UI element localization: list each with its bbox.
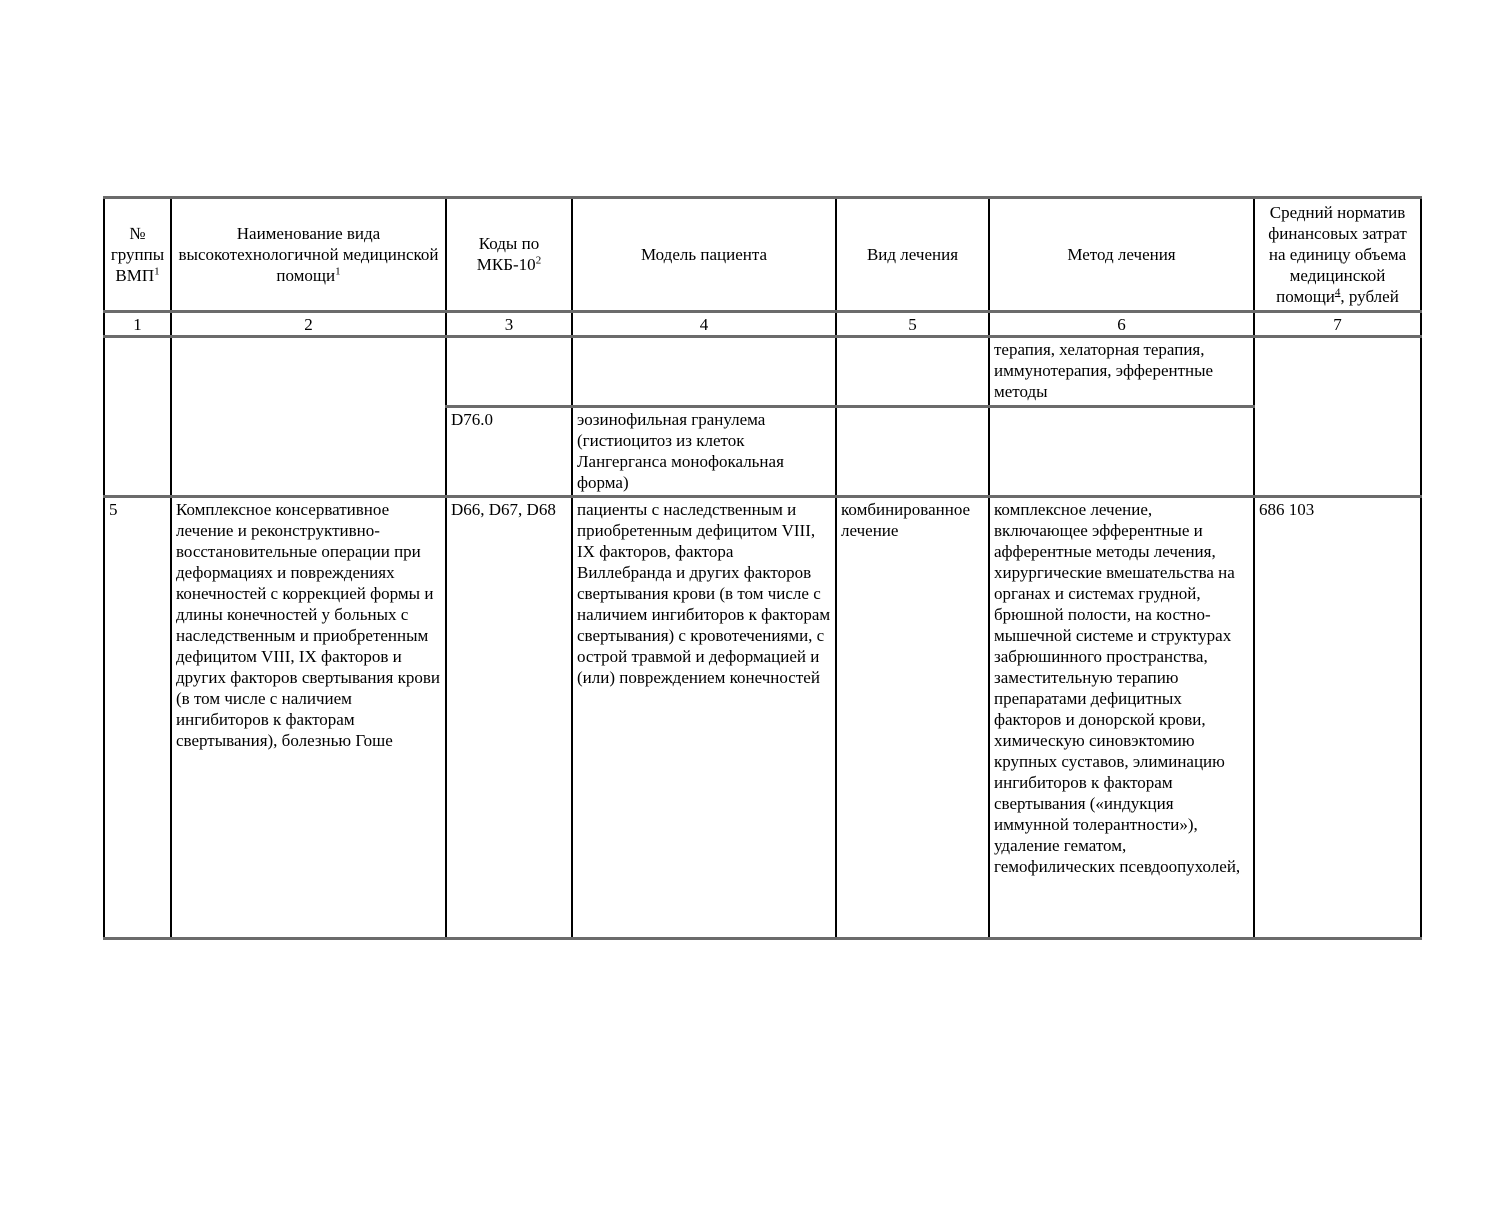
footnote-marker-4: 4 bbox=[1334, 285, 1341, 298]
header-cost-norm-suffix: , рублей bbox=[1340, 286, 1399, 306]
cell-empty-cost-norm bbox=[1254, 337, 1421, 497]
header-patient-model-label: Модель пациента bbox=[640, 244, 768, 264]
column-number-2: 2 bbox=[171, 312, 446, 337]
header-cell-treatment-type bbox=[836, 198, 989, 312]
header-group-number-label: № группы ВМП bbox=[110, 223, 165, 285]
header-care-type-label: Наименование вида высокотехнологичной медицинской помощи bbox=[178, 223, 439, 285]
header-cell-group-number bbox=[104, 198, 171, 312]
cell-empty-patient-model bbox=[572, 337, 836, 407]
header-cell-care-type-name bbox=[171, 198, 446, 312]
column-number-6: 6 bbox=[989, 312, 1254, 337]
table-row-continuation bbox=[104, 337, 1421, 407]
header-cost-norm-label: Средний норматив финансовых затрат на единицу объема медицинской помощи bbox=[1268, 202, 1407, 306]
footnote-marker-1: 1 bbox=[154, 264, 160, 277]
footnote-marker-2: 2 bbox=[535, 254, 542, 267]
column-number-1: 1 bbox=[104, 312, 171, 337]
column-number-7: 7 bbox=[1254, 312, 1421, 337]
column-number-row bbox=[104, 312, 1421, 337]
cell-group5-treatment-method: комплексное лечение, включающее эфферентные и афферентные методы лечения, хирургические вмешательства на органах и системах грудной, брюшной полости, на костно-мышечной системе и структурах забрюшинного пространства, заместительную терапию препаратами дефицитных факторов и донорской крови, химическую синовэктомию крупных суставов, элиминацию ингибиторов к факторам свертывания («индукция иммунной толерантности»), удаление гематом, гемофилических псевдоопухолей, bbox=[989, 497, 1254, 939]
cell-empty-icd-codes bbox=[446, 337, 572, 407]
header-cell-cost-norm bbox=[1254, 198, 1421, 312]
cell-group5-cost-norm: 686 103 bbox=[1254, 497, 1421, 939]
cell-d76-treatment-method bbox=[989, 407, 1254, 497]
header-treatment-type-label: Вид лечения bbox=[866, 244, 959, 264]
column-number-5: 5 bbox=[836, 312, 989, 337]
cell-empty-group-number bbox=[104, 337, 171, 497]
cell-group5-icd-codes: D66, D67, D68 bbox=[446, 497, 572, 939]
cell-group5-treatment-type: комбинированное лечение bbox=[836, 497, 989, 939]
cell-continuation-treatment-method: терапия, хелаторная терапия, иммунотерапия, эфферентные методы bbox=[989, 337, 1254, 407]
cell-group5-patient-model: пациенты с наследственным и приобретенным дефицитом VIII, IX факторов, фактора Виллебранда и других факторов свертывания крови (в том числе с наличием ингибиторов к факторам свертывания) с кровотечениями, с острой травмой и деформацией и (или) повреждением конечностей bbox=[572, 497, 836, 939]
header-treatment-method-label: Метод лечения bbox=[1067, 244, 1176, 264]
cell-empty-care-type-name bbox=[171, 337, 446, 497]
cell-group5-number: 5 bbox=[104, 497, 171, 939]
cell-group5-care-type-name: Комплексное консервативное лечение и реконструктивно-восстановительные операции при деформациях и повреждениях конечностей с коррекцией формы и длины конечностей у больных с наследственным и приобретенным дефицитом VIII, IX факторов и других факторов свертывания крови (в том числе с наличием ингибиторов к факторам свертывания), болезнью Гоше bbox=[171, 497, 446, 939]
cell-d76-treatment-type bbox=[836, 407, 989, 497]
cell-d76-icd-codes: D76.0 bbox=[446, 407, 572, 497]
header-cell-treatment-method bbox=[989, 198, 1254, 312]
header-icd-codes-label: Коды по МКБ-10 bbox=[476, 234, 540, 274]
table-row-group5 bbox=[104, 497, 1421, 939]
vmp-care-table bbox=[103, 196, 1422, 940]
header-cell-patient-model bbox=[572, 198, 836, 312]
cell-d76-patient-model: эозинофильная гранулема (гистиоцитоз из клеток Лангерганса монофокальная форма) bbox=[572, 407, 836, 497]
cell-empty-treatment-type bbox=[836, 337, 989, 407]
column-number-4: 4 bbox=[572, 312, 836, 337]
header-cell-icd-codes bbox=[446, 198, 572, 312]
table-header-row bbox=[104, 198, 1421, 312]
footnote-marker-1b: 1 bbox=[335, 264, 341, 277]
column-number-3: 3 bbox=[446, 312, 572, 337]
